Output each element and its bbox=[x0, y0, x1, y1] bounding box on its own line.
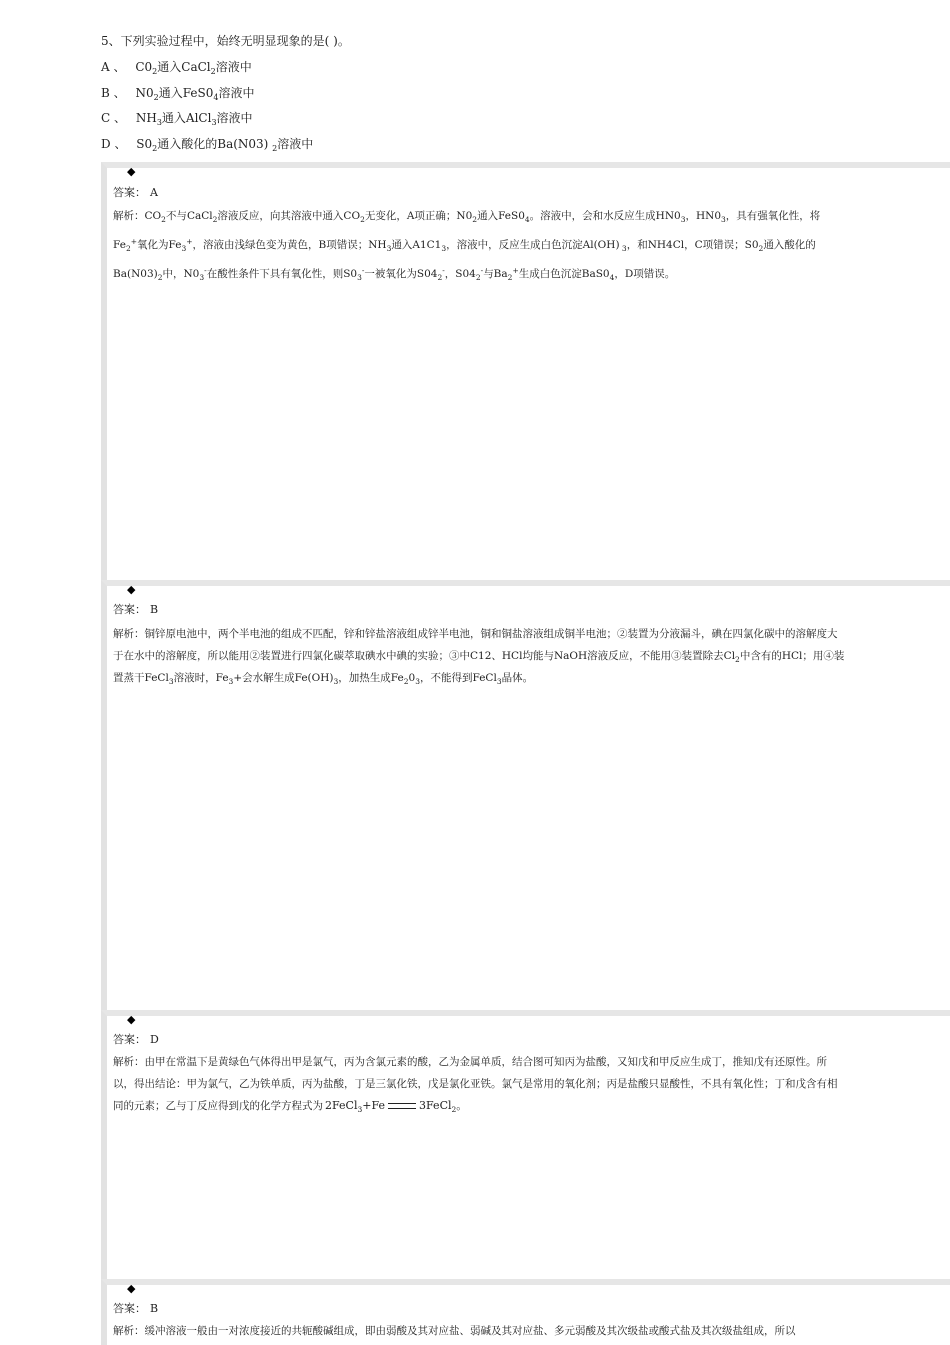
analysis-sup: + bbox=[512, 266, 519, 275]
answer-line bbox=[113, 1302, 158, 1316]
answer-label: 答案： bbox=[113, 1302, 146, 1315]
analysis-sub: 2 bbox=[758, 244, 764, 253]
analysis-seg: CO bbox=[343, 210, 361, 222]
analysis-seg: ，具有强氧化性，将 bbox=[725, 210, 821, 222]
option-text-mid: 通入CaCl bbox=[157, 60, 211, 74]
analysis-seg: +会水解生成Fe(OH) bbox=[233, 672, 334, 684]
option-d bbox=[101, 136, 313, 152]
option-b bbox=[101, 85, 254, 101]
analysis-seg: ，不能得到FeCl bbox=[419, 672, 497, 684]
analysis-seg: 不与 bbox=[165, 210, 187, 222]
analysis-seg: 通入FeS0 bbox=[477, 210, 525, 222]
analysis-seg: 溶液时，Fe bbox=[173, 672, 229, 684]
analysis-sub: 2 bbox=[360, 215, 365, 224]
analysis-seg: ，溶液由浅绿色变为黄色，B项错误；NH bbox=[192, 239, 387, 251]
answer-line bbox=[113, 186, 158, 200]
analysis-seg: CO bbox=[144, 210, 162, 222]
analysis-seg: 。溶液中，会和水反应生成HN0 bbox=[529, 210, 681, 222]
answer-label: 答案： bbox=[113, 186, 146, 199]
analysis-seg: 无变化，A项正确；N0 bbox=[364, 210, 473, 222]
option-text-mid: 通入AlCl bbox=[161, 111, 212, 125]
analysis-sup: + bbox=[186, 237, 193, 246]
option-sub: 4 bbox=[213, 93, 219, 102]
diamond-bullet-icon: ◆ bbox=[127, 165, 136, 178]
option-sub: 2 bbox=[272, 144, 278, 153]
analysis-sup: - bbox=[361, 266, 365, 275]
equation-sub: 3 bbox=[357, 1105, 363, 1114]
analysis-seg: 溶液反应，向其溶液中通入 bbox=[217, 210, 344, 222]
answer-value: D bbox=[150, 1033, 159, 1046]
analysis-sup: - bbox=[480, 266, 484, 275]
analysis-sup: + bbox=[130, 237, 138, 246]
analysis-sub: 2 bbox=[735, 655, 740, 664]
analysis-label: 解析： bbox=[113, 1325, 145, 1337]
equation-right: 3FeCl bbox=[419, 1099, 452, 1112]
option-sub: 3 bbox=[211, 118, 217, 127]
analysis-sub: 3 bbox=[357, 273, 362, 282]
analysis-sub: 2 bbox=[475, 273, 481, 282]
option-a bbox=[101, 59, 252, 75]
analysis-sub: 4 bbox=[524, 215, 530, 224]
analysis-seg: 由甲在常温下是黄绿色气体得出甲是氯气，丙为含氯元素的酸，乙为金属单质，结合图可知丙为盐酸，又知戊和甲反应生成丁，推知戊有还原性。所以，得出结论：甲为氯气，乙为铁单质，丙为盐酸，丁是三氯化铁，戊是氯化亚铁。氯气是常用的氧化剂；丙是盐酸只显酸性，不具有氧化性；丁和戊含有相同的元素；乙与丁反应得到戊的化学方程式为 bbox=[113, 1056, 838, 1112]
analysis-seg: 0 bbox=[408, 672, 416, 684]
analysis-seg: 中，N0 bbox=[162, 268, 200, 280]
analysis-seg: 缓冲溶液一般由一对浓度接近的共轭酸碱组成，即由弱酸及其对应盐、弱碱及其对应盐、多元弱酸及其次级盐或酸式盐及其次级盐组成，所以 bbox=[144, 1325, 796, 1337]
analysis-sub: 2 bbox=[403, 677, 409, 686]
option-sep: 、 bbox=[114, 137, 127, 151]
answer-line bbox=[113, 1033, 159, 1047]
analysis-seg: CaCl bbox=[186, 210, 213, 222]
analysis-seg: Fe bbox=[113, 239, 126, 251]
answer-value: A bbox=[150, 186, 158, 199]
analysis-seg: 氧化为Fe bbox=[137, 239, 182, 251]
analysis-sub: 2 bbox=[212, 215, 218, 224]
analysis-sub: 3 bbox=[680, 215, 686, 224]
option-text-post: 溶液中 bbox=[218, 86, 255, 100]
diamond-bullet-icon: ◆ bbox=[127, 1013, 136, 1026]
analysis-text bbox=[113, 1320, 845, 1342]
equation-left: 2FeCl bbox=[325, 1099, 358, 1112]
option-letter: D bbox=[101, 137, 111, 151]
analysis-sub: 3 bbox=[721, 215, 726, 224]
analysis-sub: 3 bbox=[199, 273, 205, 282]
answer-line bbox=[113, 603, 158, 617]
option-text-mid: 通入FeS0 bbox=[158, 86, 214, 100]
analysis-sub: 3 bbox=[496, 677, 502, 686]
analysis-seg: 与Ba bbox=[483, 268, 508, 280]
analysis-seg: ，加热生成Fe bbox=[338, 672, 404, 684]
chemical-equation bbox=[323, 1099, 469, 1114]
option-sub: 2 bbox=[152, 144, 158, 153]
analysis-sub: 3 bbox=[386, 244, 392, 253]
answer-panel-3 bbox=[101, 1010, 950, 1285]
option-c bbox=[101, 110, 253, 126]
equation-end: 。 bbox=[456, 1099, 468, 1112]
analysis-sub: 2 bbox=[161, 215, 166, 224]
analysis-sup: - bbox=[204, 266, 207, 275]
analysis-sub: 3 bbox=[619, 244, 627, 253]
equals-sign-icon bbox=[388, 1103, 416, 1109]
option-text-mid: 通入酸化的Ba(N03) bbox=[157, 137, 273, 151]
analysis-sub: 3 bbox=[168, 677, 174, 686]
option-text-post: 溶液中 bbox=[277, 137, 314, 151]
analysis-text bbox=[113, 1051, 845, 1117]
analysis-label: 解析： bbox=[113, 210, 145, 222]
option-text-pre: S0 bbox=[136, 137, 153, 151]
analysis-seg: 铜锌原电池中，两个半电池的组成不匹配，锌和锌盐溶液组成锌半电池，铜和铜盐溶液组成铜半电池；②装置为分液漏斗，碘在四氯化碳中的溶解度大于在水中的溶解度，所以能用②装置进行四氯化碳萃取碘水中碘的实验；③中C12、HCl均能与NaOH溶液反应，不能用③装置除去Cl bbox=[113, 628, 838, 662]
option-text-pre: N0 bbox=[135, 86, 154, 100]
analysis-seg: 通入酸化的 bbox=[763, 239, 816, 251]
analysis-seg: ，HN0 bbox=[685, 210, 722, 222]
answer-value: B bbox=[150, 1302, 159, 1315]
analysis-sub: 3 bbox=[441, 244, 447, 253]
answer-panel-1 bbox=[101, 162, 950, 586]
option-sep: 、 bbox=[113, 86, 126, 100]
analysis-sub: 2 bbox=[437, 273, 443, 282]
analysis-seg: 中含有的HCl；用④装置蒸干FeCl bbox=[113, 650, 845, 684]
analysis-sub: 3 bbox=[181, 244, 187, 253]
analysis-sub: 3 bbox=[228, 677, 234, 686]
analysis-label: 解析： bbox=[113, 1056, 145, 1068]
analysis-sup: - bbox=[442, 266, 445, 275]
analysis-sub: 3 bbox=[333, 677, 339, 686]
answer-value: B bbox=[150, 603, 159, 616]
analysis-seg: ，D项错误。 bbox=[614, 268, 676, 280]
analysis-text bbox=[113, 202, 845, 289]
analysis-label: 解析： bbox=[113, 628, 145, 640]
diamond-bullet-icon: ◆ bbox=[127, 1282, 136, 1295]
analysis-sub: 4 bbox=[609, 273, 615, 282]
option-letter: B bbox=[101, 86, 110, 100]
option-sub: 3 bbox=[156, 118, 162, 127]
answer-label: 答案： bbox=[113, 1033, 146, 1046]
analysis-sub: 3 bbox=[415, 677, 420, 686]
option-sub: 2 bbox=[153, 93, 159, 102]
analysis-seg: 一被氧化为S04 bbox=[364, 268, 438, 280]
equation-sub: 2 bbox=[451, 1105, 457, 1114]
analysis-seg: 晶体。 bbox=[501, 672, 534, 684]
answer-panel-2 bbox=[101, 580, 950, 1016]
analysis-seg: 在酸性条件下具有氧化性，则S0 bbox=[206, 268, 358, 280]
option-text-pre: NH bbox=[135, 111, 157, 125]
analysis-seg: Ba(N03) bbox=[113, 268, 158, 280]
diamond-bullet-icon: ◆ bbox=[127, 583, 136, 596]
option-text-pre: C0 bbox=[135, 60, 153, 74]
analysis-seg: 通入A1C1 bbox=[391, 239, 442, 251]
option-text-post: 溶液中 bbox=[215, 60, 252, 74]
analysis-text bbox=[113, 623, 845, 689]
analysis-sub: 2 bbox=[472, 215, 478, 224]
analysis-seg: ，S04 bbox=[444, 268, 476, 280]
analysis-seg: ，溶液中，反应生成白色沉淀Al(OH) bbox=[446, 239, 620, 251]
analysis-sub: 2 bbox=[125, 244, 131, 253]
equation-plus: +Fe bbox=[362, 1099, 386, 1112]
answer-panel-4 bbox=[101, 1279, 950, 1345]
option-sep: 、 bbox=[113, 60, 126, 74]
analysis-seg: 生成白色沉淀BaS0 bbox=[518, 268, 610, 280]
option-text-post: 溶液中 bbox=[216, 111, 253, 125]
question-stem: 5、下列实验过程中，始终无明显现象的是( )。 bbox=[101, 34, 350, 48]
analysis-seg: ，和NH4Cl，C项错误；S0 bbox=[626, 239, 759, 251]
answer-label: 答案： bbox=[113, 603, 146, 616]
option-sep: 、 bbox=[114, 111, 127, 125]
option-sub: 2 bbox=[210, 67, 216, 76]
option-sub: 2 bbox=[152, 67, 158, 76]
analysis-sub: 2 bbox=[157, 273, 163, 282]
analysis-sub: 2 bbox=[507, 273, 513, 282]
option-letter: A bbox=[101, 60, 110, 74]
option-letter: C bbox=[101, 111, 111, 125]
